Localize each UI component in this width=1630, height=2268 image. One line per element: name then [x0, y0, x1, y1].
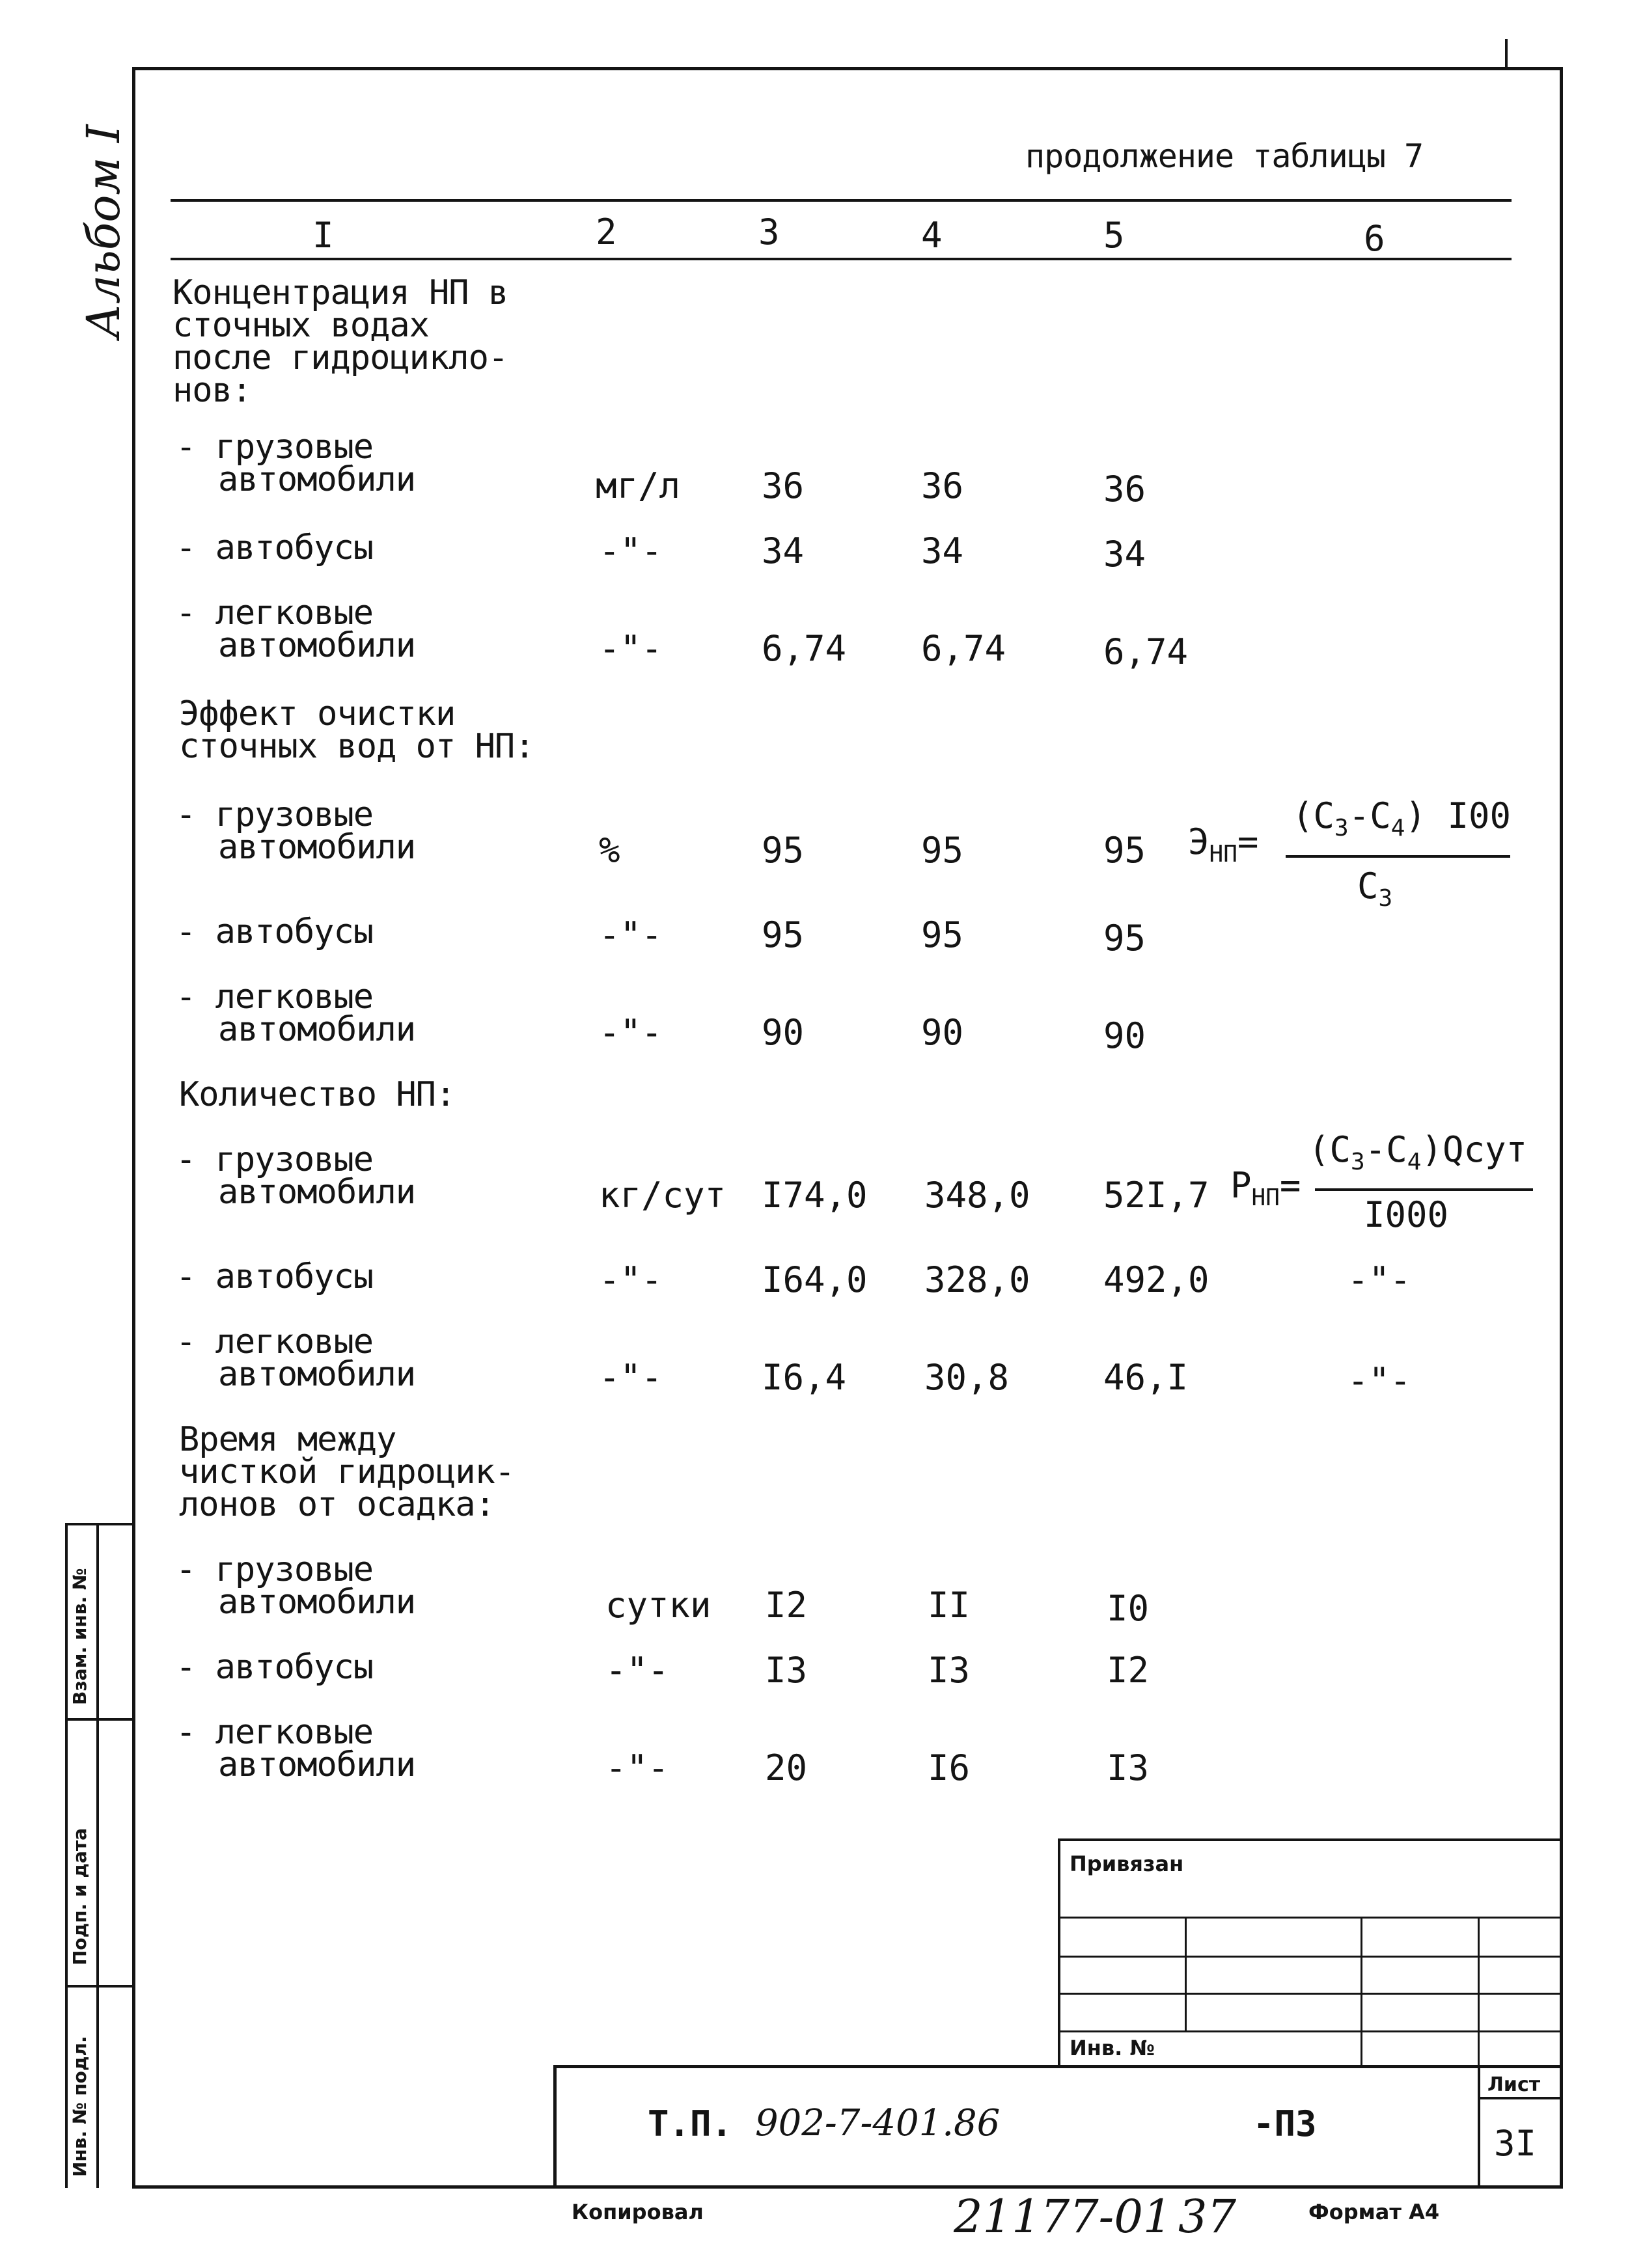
stamp-list-number: 3I	[1494, 2123, 1537, 2164]
row-unit: -"-	[599, 1357, 663, 1398]
side-label-vzam: Взам. инв. №	[69, 1568, 90, 1705]
side-strip-top	[65, 1523, 133, 1525]
row-value-col3: 95	[762, 914, 805, 955]
row-value-col4: 90	[921, 1012, 964, 1053]
row-value-col5: I3	[1107, 1747, 1150, 1788]
row-label: - автобусы	[176, 1648, 374, 1687]
frame-right-border	[1560, 67, 1563, 2189]
row-value-col3: 95	[762, 830, 805, 871]
section-title-line: нов:	[173, 371, 252, 410]
row-unit: сутки	[605, 1585, 711, 1626]
row-value-col5: 46,I	[1103, 1357, 1189, 1398]
row-label: - грузовые	[176, 428, 374, 467]
header-col-2: 2	[596, 212, 617, 253]
stamp-rule	[1058, 1838, 1562, 1841]
row-unit: мг/л	[596, 465, 681, 506]
row-value-col3: 20	[765, 1747, 808, 1788]
frame-top-border	[133, 67, 1563, 70]
side-strip-inner	[96, 1523, 99, 2188]
row-value-col3: I74,0	[762, 1175, 868, 1216]
row-label: автомобили	[218, 1583, 416, 1622]
row-unit: -"-	[599, 530, 663, 571]
row-label: - легковые	[176, 1713, 374, 1752]
row-value-col5: 52I,7	[1103, 1175, 1209, 1216]
row-unit: -"-	[599, 1012, 663, 1053]
section-title-line: Время между	[179, 1420, 396, 1459]
album-label: Альбом I	[77, 124, 130, 338]
stamp-rule	[1058, 1993, 1562, 1995]
row-unit: кг/сут	[599, 1175, 726, 1216]
stamp-rule	[1478, 2065, 1480, 2189]
row-unit: -"-	[605, 1650, 669, 1691]
row-value-col5: I0	[1107, 1588, 1150, 1629]
row-value-col4: 95	[921, 914, 964, 955]
row-value-col3: 34	[762, 530, 805, 571]
row-label: - грузовые	[176, 1140, 374, 1179]
stamp-rule	[553, 2065, 1562, 2068]
row-label: автомобили	[218, 1173, 416, 1212]
row-label: - грузовые	[176, 1550, 374, 1589]
footer-order-number: 21177-01	[954, 2190, 1172, 2243]
row-label: - автобусы	[176, 528, 374, 567]
row-value-col5: 492,0	[1103, 1259, 1209, 1300]
stamp-rule	[1058, 1956, 1562, 1958]
section-title-line: сточных вод от НП:	[179, 727, 534, 766]
side-strip-div2	[65, 1985, 133, 1988]
row-unit: -"-	[605, 1747, 669, 1788]
row-label: автомобили	[218, 1355, 416, 1394]
stamp-doc-suffix: -ПЗ	[1253, 2103, 1317, 2144]
row-value-col4: 34	[921, 530, 964, 571]
row-label: - автобусы	[176, 1257, 374, 1296]
section-title-line: Эффект очистки	[179, 694, 456, 733]
row-value-col4: 95	[921, 830, 964, 871]
section-title-line: Количество НП:	[179, 1075, 456, 1114]
corner-tick	[1505, 39, 1508, 69]
stamp-rule	[1478, 1917, 1480, 2066]
row-label: автомобили	[218, 460, 416, 499]
row-value-col3: 6,74	[762, 628, 847, 669]
header-bottom-rule	[171, 258, 1512, 260]
row-value-col3: I2	[765, 1585, 808, 1626]
side-label-inv: Инв. № подл.	[69, 2036, 90, 2177]
row-value-col3: I6,4	[762, 1357, 847, 1398]
row-label: автомобили	[218, 828, 416, 867]
stamp-privyazan-label: Привязан	[1070, 1851, 1184, 1876]
stamp-list-label: Лист	[1487, 2073, 1541, 2096]
row-label: - автобусы	[176, 912, 374, 951]
row-value-col3: 36	[762, 465, 805, 506]
footer-format: Формат А4	[1308, 2200, 1440, 2224]
header-col-3: 3	[758, 212, 780, 253]
effect-fraction-bar	[1286, 855, 1510, 858]
row-value-col4: 328,0	[924, 1259, 1030, 1300]
row-value-col4: 6,74	[921, 628, 1006, 669]
header-col-4: 4	[921, 215, 943, 256]
header-top-rule	[171, 199, 1512, 202]
stamp-rule	[1058, 2030, 1562, 2032]
row-value-col3: I3	[765, 1650, 808, 1691]
row-value-col5: 34	[1103, 534, 1146, 575]
row-value-col4: I6	[928, 1747, 971, 1788]
stamp-rule	[1478, 2097, 1562, 2099]
row-unit: -"-	[599, 628, 663, 669]
row-unit: -"-	[599, 914, 663, 955]
section-title-line: сточных водах	[173, 306, 429, 345]
continuation-caption: продолжение таблицы 7	[1025, 137, 1424, 175]
row-value-col5: I2	[1107, 1650, 1150, 1691]
frame-left-border	[132, 67, 135, 2189]
row-label: - легковые	[176, 594, 374, 633]
header-col-6: 6	[1364, 218, 1385, 259]
row-label: автомобили	[218, 626, 416, 665]
section-title-line: после гидроцикло-	[173, 338, 508, 377]
effect-formula-denominator: $C_3$	[1357, 866, 1393, 912]
row-value-col3: 90	[762, 1012, 805, 1053]
row-value-col6: -"-	[1347, 1259, 1411, 1300]
row-label: - грузовые	[176, 795, 374, 834]
footer-kopiroval: Копировал	[572, 2200, 704, 2224]
stamp-inv-label: Инв. №	[1070, 2036, 1155, 2060]
row-value-col4: 348,0	[924, 1175, 1030, 1216]
row-value-col4: 36	[921, 465, 964, 506]
row-unit: -"-	[599, 1259, 663, 1300]
header-col-1: I	[312, 215, 334, 256]
row-label: автомобили	[218, 1010, 416, 1049]
quantity-formula-numerator: $(C_3-C_4)Qсут$	[1308, 1129, 1527, 1175]
row-value-col5: 6,74	[1103, 631, 1189, 672]
row-label: автомобили	[218, 1745, 416, 1784]
row-value-col5: 90	[1103, 1015, 1146, 1056]
stamp-rule	[1185, 1917, 1187, 2030]
row-value-col4: II	[928, 1585, 971, 1626]
row-value-col4: I3	[928, 1650, 971, 1691]
row-value-col5: 95	[1103, 830, 1146, 871]
stamp-rule	[1058, 1917, 1562, 1919]
quantity-formula-denominator: I000	[1364, 1194, 1449, 1235]
header-col-5: 5	[1103, 215, 1125, 256]
row-value-col3: I64,0	[762, 1259, 868, 1300]
side-strip-outer	[65, 1523, 68, 2188]
stamp-rule	[553, 2065, 557, 2189]
row-label: - легковые	[176, 977, 374, 1017]
row-value-col5: 36	[1103, 469, 1146, 510]
effect-formula-numerator: $(C_3-C_4)$ I00	[1292, 795, 1511, 841]
effect-formula-lhs: $Э_{НП}=$	[1188, 821, 1259, 868]
side-label-podp: Подп. и дата	[69, 1827, 90, 1965]
row-unit: %	[599, 830, 620, 871]
row-value-col6: -"-	[1347, 1360, 1411, 1401]
section-title-line: чисткой гидроцик-	[179, 1453, 515, 1492]
stamp-rule	[1361, 1917, 1362, 2066]
stamp-doc-code: 902-7-401.86	[755, 2102, 1001, 2144]
side-strip-div1	[65, 1718, 133, 1721]
row-label: - легковые	[176, 1322, 374, 1361]
row-value-col5: 95	[1103, 918, 1146, 959]
section-title-line: Концентрация НП в	[173, 273, 508, 312]
row-value-col4: 30,8	[924, 1357, 1010, 1398]
quantity-fraction-bar	[1315, 1188, 1533, 1191]
quantity-formula-lhs: $P_{НП}=$	[1230, 1165, 1301, 1211]
section-title-line: лонов от осадка:	[179, 1485, 495, 1524]
stamp-doc-prefix: Т.П.	[648, 2103, 733, 2144]
frame-bottom-border	[132, 2185, 1563, 2189]
footer-page-number: 37	[1178, 2190, 1237, 2243]
